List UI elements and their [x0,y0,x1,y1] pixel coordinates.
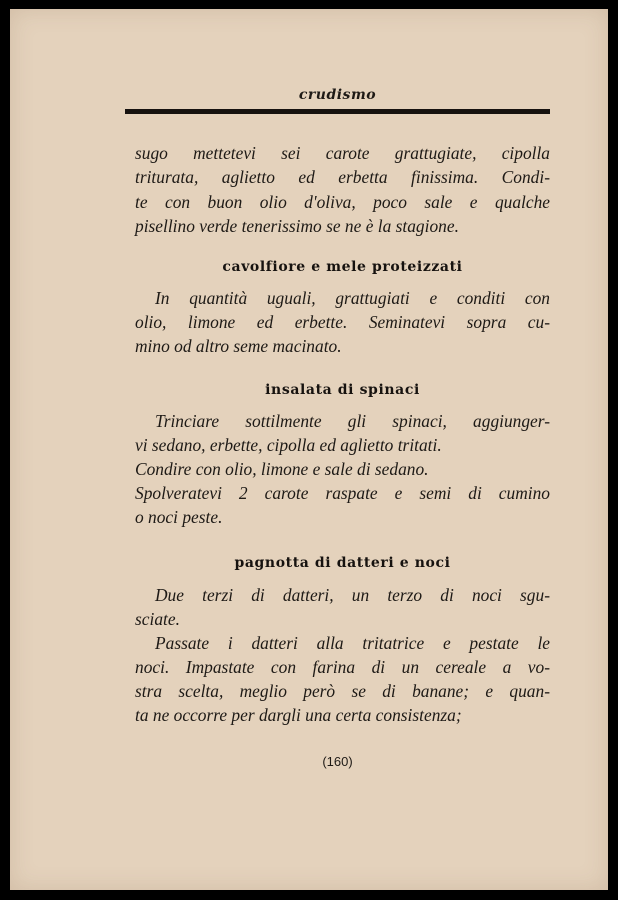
recipe-line: Trinciare sottilmente gli spinaci, aggiunger- [155,411,550,431]
intro-line: triturata, aglietto ed erbetta finissima. Condi- [135,167,550,187]
recipe-line: vi sedano, erbette, cipolla ed aglietto tritati. [135,435,442,455]
recipe-line: olio, limone ed erbette. Seminatevi sopra cu- [135,312,550,332]
recipe-line: Due terzi di datteri, un terzo di noci sgu- [155,585,550,605]
page-number: (160) [322,754,353,769]
header-rule [125,109,550,114]
recipe-line: stra scelta, meglio però se di banane; e quan- [135,681,550,701]
intro-line: sugo mettetevi sei carote grattugiate, cipolla [135,143,550,163]
recipe-title-pagnotta: pagnotta di datteri e noci [234,555,451,571]
recipe-line: Condire con olio, limone e sale di sedano. [135,459,429,479]
book-page [10,9,608,890]
recipe-line: sciate. [135,609,180,629]
recipe-line: o noci peste. [135,507,223,527]
recipe-title-cavolfiore: cavolfiore e mele proteizzati [222,259,463,275]
intro-line: te con buon olio d'oliva, poco sale e qualche [135,192,550,212]
recipe-line: Spolveratevi 2 carote raspate e semi di cumino [135,483,550,503]
running-header: crudismo [298,87,377,103]
recipe-line: mino od altro seme macinato. [135,336,342,356]
recipe-title-insalata: insalata di spinaci [265,382,420,398]
recipe-line: noci. Impastate con farina di un cereale a vo- [135,657,550,677]
intro-line: pisellino verde tenerissimo se ne è la stagione. [135,216,459,236]
recipe-line: Passate i datteri alla tritatrice e pestate le [155,633,550,653]
recipe-line: ta ne occorre per dargli una certa consistenza; [135,705,462,725]
recipe-line: In quantità uguali, grattugiati e conditi con [155,288,550,308]
